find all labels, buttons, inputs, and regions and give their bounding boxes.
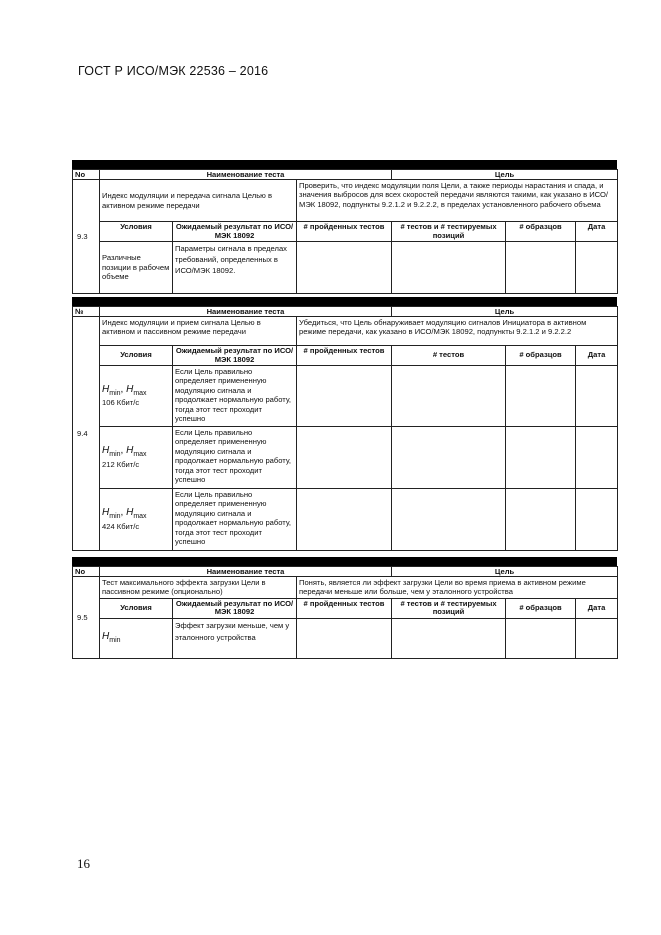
tests-cell[interactable] <box>392 618 506 658</box>
table-row <box>73 618 618 658</box>
condition: $H_{min}$, $H_{max}$ 106 Кбит/с <box>100 366 173 427</box>
test-name: Индекс модуляции и прием сигнала Целью в активном и пассивном режиме передачи <box>100 317 297 346</box>
column-header-row <box>73 567 618 577</box>
rate: 212 Кбит/с <box>102 459 140 469</box>
col-conditions: Условия <box>100 598 173 618</box>
date-cell[interactable] <box>576 489 618 551</box>
col-passed: # пройденных тестов <box>297 346 392 366</box>
test-name: Тест максимального эффекта загрузки Цели в пассивном режиме (опционально) <box>100 577 297 599</box>
samples-cell[interactable] <box>506 366 576 427</box>
col-no: № <box>73 307 100 317</box>
samples-cell[interactable] <box>506 427 576 489</box>
black-bar <box>72 297 617 306</box>
samples-cell[interactable] <box>506 489 576 551</box>
column-header-row <box>73 170 618 180</box>
col-tests-positions: # тестов и # тестируемых позиций <box>392 598 506 618</box>
samples-cell[interactable] <box>506 242 576 294</box>
expected-result: Эффект загрузки меньше, чем у эталонного устройства <box>173 618 297 658</box>
col-expected: Ожидаемый результат по ИСО/МЭК 18092 <box>173 346 297 366</box>
document-header: ГОСТ Р ИСО/МЭК 22536 – 2016 <box>78 64 269 78</box>
table-row <box>73 242 618 294</box>
black-bar <box>72 557 617 566</box>
date-cell[interactable] <box>576 366 618 427</box>
date-cell[interactable] <box>576 242 618 294</box>
date-cell[interactable] <box>576 427 618 489</box>
col-goal: Цель <box>392 307 618 317</box>
rate: 106 Кбит/с <box>102 398 140 407</box>
expected-result: Если Цель правильно определяет примененную модуляцию сигнала и продолжает нормальную работу, тогда этот тест проходит успешно <box>173 427 297 489</box>
col-conditions: Условия <box>100 222 173 242</box>
col-samples: # образцов <box>506 222 576 242</box>
rate: 424 Кбит/с <box>102 521 140 531</box>
table-row <box>73 366 618 427</box>
test-table-9-3 <box>72 169 618 294</box>
test-id: 9.4 <box>73 317 100 551</box>
samples-cell[interactable] <box>506 618 576 658</box>
col-no: No <box>73 567 100 577</box>
subheader-row <box>73 598 618 618</box>
col-passed: # пройденных тестов <box>297 222 392 242</box>
expected-result: Параметры сигнала в пределах требований, определенных в ИСО/МЭК 18092. <box>173 242 297 294</box>
tests-cell[interactable] <box>392 242 506 294</box>
col-date: Дата <box>576 598 618 618</box>
col-date: Дата <box>576 222 618 242</box>
tests-cell[interactable] <box>392 489 506 551</box>
test-block-9-4 <box>72 297 617 551</box>
tests-cell[interactable] <box>392 427 506 489</box>
expected-result: Если Цель правильно определяет примененную модуляцию сигнала и продолжает нормальную работу, тогда этот тест проходит успешно <box>173 489 297 551</box>
subheader-row <box>73 346 618 366</box>
col-test-name: Наименование теста <box>100 307 392 317</box>
col-no: No <box>73 170 100 180</box>
passed-cell[interactable] <box>297 489 392 551</box>
passed-cell[interactable] <box>297 618 392 658</box>
page-number: 16 <box>77 856 90 871</box>
test-goal: Проверить, что индекс модуляции поля Цели, а также периоды нарастания и спада, и значения выбросов для всех скоростей передачи являются такими, как указано в ИСО/МЭК 18092, подпункты 9.2.1.2 и 9.2.2.2, в пределах установленного рабочего объема <box>297 180 618 222</box>
col-date: Дата <box>576 346 618 366</box>
col-tests-positions: # тестов и # тестируемых позиций <box>392 222 506 242</box>
col-tests: # тестов <box>392 346 506 366</box>
expected-result: Если Цель правильно определяет примененную модуляцию сигнала и продолжает нормальную работу, тогда этот тест проходит успешно <box>173 366 297 427</box>
table-row <box>73 489 618 551</box>
col-expected: Ожидаемый результат по ИСО/МЭК 18092 <box>173 222 297 242</box>
test-id: 9.3 <box>73 180 100 294</box>
col-conditions: Условия <box>100 346 173 366</box>
col-test-name: Наименование теста <box>100 170 392 180</box>
col-passed: # пройденных тестов <box>297 598 392 618</box>
test-name: Индекс модуляции и передача сигнала Целью в активном режиме передачи <box>100 180 297 222</box>
test-block-9-3 <box>72 160 617 294</box>
test-table-9-5 <box>72 566 618 659</box>
col-samples: # образцов <box>506 346 576 366</box>
condition: $H_{min}$, $H_{max}$ 424 Кбит/с <box>100 489 173 551</box>
passed-cell[interactable] <box>297 427 392 489</box>
test-table-9-4 <box>72 306 618 551</box>
col-goal: Цель <box>392 567 618 577</box>
test-block-9-5 <box>72 557 617 659</box>
col-test-name: Наименование теста <box>100 567 392 577</box>
column-header-row <box>73 307 618 317</box>
date-cell[interactable] <box>576 618 618 658</box>
subheader-row <box>73 222 618 242</box>
condition: Различные позиции в рабочем объеме <box>100 242 173 294</box>
black-bar <box>72 160 617 169</box>
condition: $H_{min}$ <box>100 618 173 658</box>
tests-cell[interactable] <box>392 366 506 427</box>
test-id: 9.5 <box>73 577 100 659</box>
table-row <box>73 427 618 489</box>
test-goal: Убедиться, что Цель обнаруживает модуляцию сигналов Инициатора в активном режиме передачи, как указано в ИСО/МЭК 18092, подпункты 9.2.1.2 и 9.2.2.2 <box>297 317 618 346</box>
col-goal: Цель <box>392 170 618 180</box>
passed-cell[interactable] <box>297 242 392 294</box>
test-goal: Понять, является ли эффект загрузки Цели во время приема в активном режиме передачи меньше или больше, чем у эталонного устройства <box>297 577 618 599</box>
condition: $H_{min}$, $H_{max}$ 212 Кбит/с <box>100 427 173 489</box>
col-samples: # образцов <box>506 598 576 618</box>
col-expected: Ожидаемый результат по ИСО/МЭК 18092 <box>173 598 297 618</box>
passed-cell[interactable] <box>297 366 392 427</box>
